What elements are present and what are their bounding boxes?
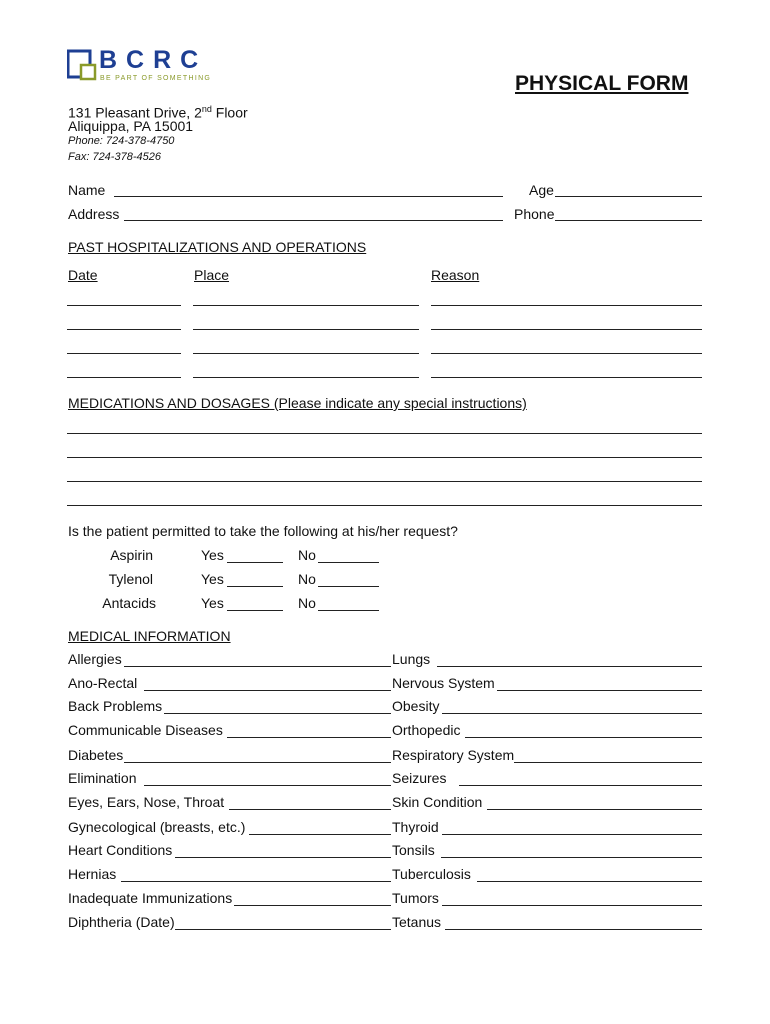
med-right-label: Tetanus bbox=[392, 914, 442, 930]
hosp-date-field[interactable] bbox=[67, 377, 181, 378]
med-left-label: Inadequate Immunizations bbox=[68, 890, 233, 906]
med-left-label: Elimination bbox=[68, 770, 137, 786]
hosp-place-field[interactable] bbox=[193, 305, 419, 306]
hosp-date-field[interactable] bbox=[67, 329, 181, 330]
col-date-header: Date bbox=[68, 267, 98, 283]
med-right-label: Obesity bbox=[392, 698, 440, 714]
tylenol-no-field[interactable] bbox=[318, 586, 379, 587]
med-right-field[interactable] bbox=[459, 785, 702, 786]
medical-info-heading: MEDICAL INFORMATION bbox=[68, 628, 231, 644]
med-right-label: Thyroid bbox=[392, 819, 439, 835]
contact-fax: Fax: 724-378-4526 bbox=[68, 151, 161, 163]
med-right-label: Respiratory System bbox=[392, 747, 515, 763]
phone-label: Phone bbox=[514, 206, 555, 222]
med-left-field[interactable] bbox=[175, 857, 391, 858]
hosp-date-field[interactable] bbox=[67, 305, 181, 306]
med-left-field[interactable] bbox=[121, 881, 391, 882]
med-left-field[interactable] bbox=[234, 905, 391, 906]
col-place-header: Place bbox=[194, 267, 230, 283]
med-right-label: Tuberculosis bbox=[392, 866, 471, 882]
med-left-label: Allergies bbox=[68, 651, 122, 667]
medication-field[interactable] bbox=[67, 433, 702, 434]
tylenol-yes-field[interactable] bbox=[227, 586, 283, 587]
med-right-field[interactable] bbox=[442, 713, 702, 714]
med-left-field[interactable] bbox=[124, 666, 391, 667]
address-label: Address bbox=[68, 206, 120, 222]
tylenol-no-label: No bbox=[298, 571, 316, 587]
aspirin-yes-label: Yes bbox=[201, 547, 224, 563]
med-right-field[interactable] bbox=[497, 690, 702, 691]
antacids-no-field[interactable] bbox=[318, 610, 379, 611]
aspirin-no-field[interactable] bbox=[318, 562, 379, 563]
medication-field[interactable] bbox=[67, 481, 702, 482]
address-ordinal: nd bbox=[201, 104, 212, 114]
permission-item-antacids: Antacids bbox=[102, 595, 156, 611]
logo bbox=[67, 47, 217, 83]
med-left-field[interactable] bbox=[249, 834, 391, 835]
age-label: Age bbox=[529, 182, 554, 198]
hospitalizations-heading: PAST HOSPITALIZATIONS AND OPERATIONS bbox=[68, 239, 367, 255]
med-right-field[interactable] bbox=[437, 666, 702, 667]
address-line-1-suffix: Floor bbox=[211, 104, 248, 121]
hosp-reason-field[interactable] bbox=[431, 329, 702, 330]
med-right-field[interactable] bbox=[514, 762, 702, 763]
med-right-field[interactable] bbox=[445, 929, 702, 930]
med-right-label: Tumors bbox=[392, 890, 439, 906]
logo-tagline: BE PART OF SOMETHING bbox=[100, 75, 212, 82]
med-left-label: Eyes, Ears, Nose, Throat bbox=[68, 794, 225, 810]
medication-field[interactable] bbox=[67, 457, 702, 458]
address-field[interactable] bbox=[124, 220, 503, 221]
med-right-field[interactable] bbox=[465, 737, 702, 738]
med-left-label: Diabetes bbox=[68, 747, 124, 763]
med-right-field[interactable] bbox=[487, 809, 702, 810]
page-title: PHYSICAL FORM bbox=[515, 72, 689, 95]
hosp-place-field[interactable] bbox=[193, 329, 419, 330]
address-line-1-text: 131 Pleasant Drive, 2 bbox=[68, 104, 202, 121]
hosp-date-field[interactable] bbox=[67, 353, 181, 354]
med-right-label: Orthopedic bbox=[392, 722, 461, 738]
med-left-field[interactable] bbox=[227, 737, 391, 738]
tylenol-yes-label: Yes bbox=[201, 571, 224, 587]
med-right-label: Tonsils bbox=[392, 842, 435, 858]
hosp-reason-field[interactable] bbox=[431, 305, 702, 306]
med-right-label: Seizures bbox=[392, 770, 447, 786]
antacids-yes-label: Yes bbox=[201, 595, 224, 611]
med-left-label: Back Problems bbox=[68, 698, 163, 714]
phone-field[interactable] bbox=[555, 220, 702, 221]
name-field[interactable] bbox=[114, 196, 503, 197]
address-line-2: Aliquippa, PA 15001 bbox=[68, 118, 194, 134]
med-left-field[interactable] bbox=[144, 785, 391, 786]
med-right-label: Skin Condition bbox=[392, 794, 483, 810]
med-left-label: Ano-Rectal bbox=[68, 675, 138, 691]
med-left-label: Communicable Diseases bbox=[68, 722, 223, 738]
med-left-label: Heart Conditions bbox=[68, 842, 173, 858]
med-right-label: Lungs bbox=[392, 651, 431, 667]
logo-mark-icon bbox=[67, 47, 101, 81]
med-right-field[interactable] bbox=[442, 905, 702, 906]
aspirin-yes-field[interactable] bbox=[227, 562, 283, 563]
aspirin-no-label: No bbox=[298, 547, 316, 563]
med-left-field[interactable] bbox=[124, 762, 391, 763]
medication-field[interactable] bbox=[67, 505, 702, 506]
hosp-place-field[interactable] bbox=[193, 377, 419, 378]
col-reason-header: Reason bbox=[431, 267, 480, 283]
hosp-place-field[interactable] bbox=[193, 353, 419, 354]
antacids-no-label: No bbox=[298, 595, 316, 611]
contact-phone: Phone: 724-378-4750 bbox=[68, 135, 175, 147]
med-right-field[interactable] bbox=[441, 857, 702, 858]
permission-question: Is the patient permitted to take the following at his/her request? bbox=[68, 523, 458, 539]
med-left-label: Hernias bbox=[68, 866, 117, 882]
permission-item-tylenol: Tylenol bbox=[108, 571, 153, 587]
permission-item-aspirin: Aspirin bbox=[110, 547, 153, 563]
med-right-label: Nervous System bbox=[392, 675, 495, 691]
med-left-field[interactable] bbox=[144, 690, 391, 691]
hosp-reason-field[interactable] bbox=[431, 377, 702, 378]
age-field[interactable] bbox=[555, 196, 702, 197]
med-left-field[interactable] bbox=[164, 713, 391, 714]
med-left-label: Diphtheria (Date) bbox=[68, 914, 175, 930]
hosp-reason-field[interactable] bbox=[431, 353, 702, 354]
antacids-yes-field[interactable] bbox=[227, 610, 283, 611]
name-label: Name bbox=[68, 182, 106, 198]
med-left-label: Gynecological (breasts, etc.) bbox=[68, 819, 246, 835]
med-left-field[interactable] bbox=[229, 809, 391, 810]
med-right-field[interactable] bbox=[442, 834, 702, 835]
med-right-field[interactable] bbox=[477, 881, 702, 882]
medications-heading: MEDICATIONS AND DOSAGES (Please indicate any special instructions) bbox=[68, 395, 527, 411]
med-left-field[interactable] bbox=[175, 929, 391, 930]
logo-text: BCRC bbox=[99, 46, 208, 74]
